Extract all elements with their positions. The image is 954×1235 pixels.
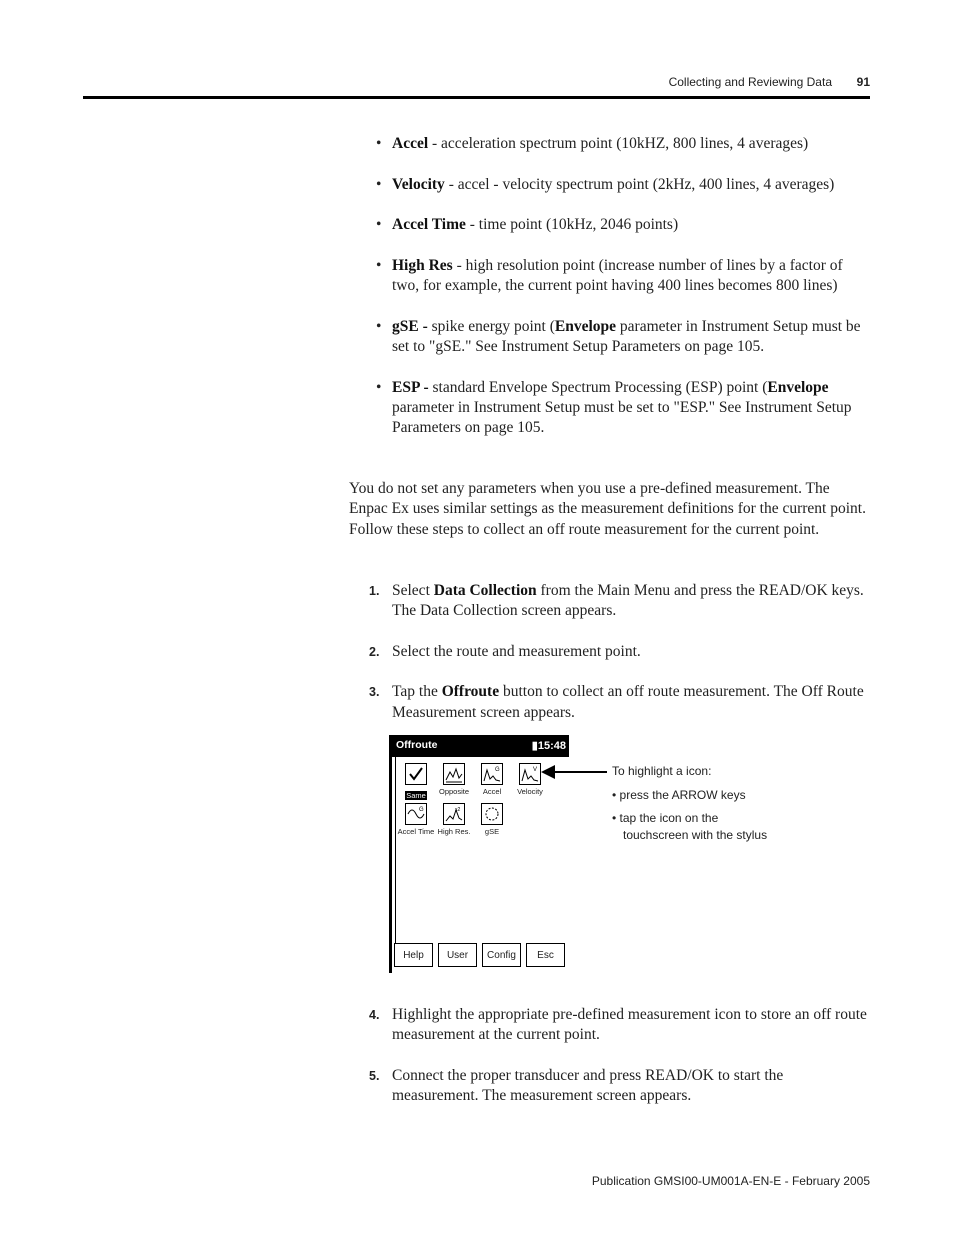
header-rule [83,96,870,99]
list-item: • Velocity - accel - velocity spectrum point (2kHz, 400 lines, 4 averages) [376,175,835,193]
icon-opposite[interactable]: Opposite [435,763,473,796]
icon-velocity[interactable]: V Velocity [511,763,549,796]
battery-icon: ▮ [531,740,538,752]
list-item: • Accel - acceleration spectrum point (10kHZ, 800 lines, 4 averages) [376,135,809,152]
callout-item: • press the ARROW keys [612,788,746,802]
callout-arrow-icon [541,765,609,779]
callout-item: • tap the icon on the [612,811,719,825]
screen-title: Offroute [396,739,438,751]
gse-icon [481,803,503,825]
list-item: • gSE - spike energy point (Envelope parameter in Instrument Setup must be set to "gSE." See Instrument Setup Parameters on page 105. [376,317,861,355]
screen-title-bar [392,735,569,757]
step-item: 4. Highlight the appropriate pre-defined measurement icon to store an off route measurement at the current point. [369,1006,867,1044]
svg-text:G: G [495,767,500,773]
step-item: 5. Connect the proper transducer and press READ/OK to start the measurement. The measurement screen appears. [369,1066,784,1105]
icon-high-res[interactable]: x2 High Res. [435,803,473,836]
accel-time-icon [405,803,427,825]
measurement-type-list [372,134,872,459]
config-button[interactable]: Config [482,943,521,967]
screen-divider [395,757,396,963]
step-item: 2. Select the route and measurement point. [369,642,641,660]
header-page-number: 91 [856,75,870,89]
step-item: 1. Select Data Collection from the Main Menu and press the READ/OK keys. The Data Collection screen appears. [369,582,864,620]
publication-footer: Publication GMSI00-UM001A-EN-E - February 2005 [591,1174,870,1188]
icon-accel-time[interactable]: G Accel Time [397,803,435,836]
icon-same[interactable]: Same [397,763,435,803]
callout-title: To highlight a icon: [612,764,712,778]
help-button[interactable]: Help [394,943,433,967]
checkmark-icon [405,763,427,785]
callout-item-continued: touchscreen with the stylus [623,828,768,842]
opposite-icon [443,763,465,785]
accel-icon [481,763,503,785]
intro-paragraph: You do not set any parameters when you use a pre-defined measurement. The Enpac Ex uses similar settings as the measurement definitions for the current point. Follow these steps to collect an off route measurement for the current point. [349,480,866,538]
high-res-icon [443,803,465,825]
screen-border [389,735,392,973]
svg-text:G: G [419,807,424,813]
steps-list-a [369,581,871,743]
velocity-icon [519,763,541,785]
steps-list-b [369,1005,871,1127]
icon-accel[interactable]: G Accel [473,763,511,796]
user-button[interactable]: User [438,943,477,967]
step-item: 3. Tap the Offroute button to collect an off route measurement. The Off Route Measurement screen appears. [369,683,864,721]
list-item: • ESP - standard Envelope Spectrum Processing (ESP) point (Envelope parameter in Instrument Setup must be set to "ESP." See Instrument Setup Parameters on page 105. [376,378,852,437]
battery-clock: ▮15:48 [531,740,566,752]
esc-button[interactable]: Esc [526,943,565,967]
svg-text:V: V [533,767,538,773]
list-item: • High Res - high resolution point (increase number of lines by a factor of two, for example, the current point having 400 lines becomes 800 lines) [376,256,843,295]
svg-text:x2: x2 [455,807,461,813]
list-item: • Accel Time - time point (10kHz, 2046 points) [376,216,679,234]
icon-gse[interactable]: gSE [473,803,511,836]
header-section-title: Collecting and Reviewing Data [668,75,832,89]
